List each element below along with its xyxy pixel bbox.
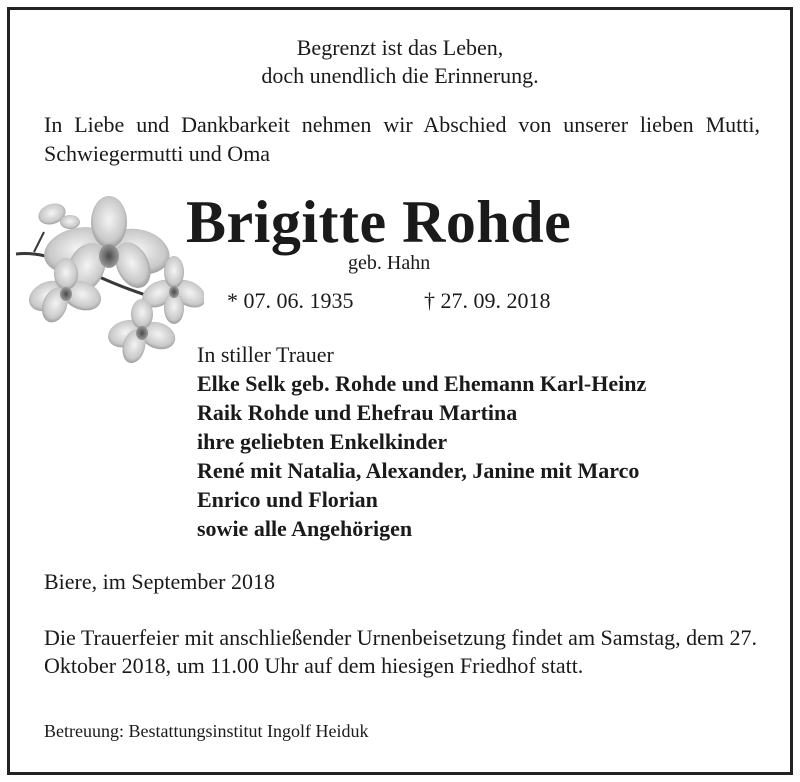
place-date: Biere, im September 2018 [44, 569, 275, 594]
death-date: † 27. 09. 2018 [424, 288, 551, 313]
mourner-line: ihre geliebten Enkelkinder [197, 429, 448, 454]
mourner-line: Enrico und Florian [197, 487, 378, 512]
maiden-name: geb. Hahn [348, 252, 431, 274]
mourners-heading: In stiller Trauer [197, 342, 334, 367]
poem-line-2: doch unendlich die Erinnerung. [261, 63, 539, 88]
deceased-name: Brigitte Rohde [186, 189, 572, 255]
poem-line-1: Begrenzt ist das Leben, [296, 35, 504, 60]
mourner-line: Raik Rohde und Ehefrau Martina [197, 400, 518, 425]
service-notice: Die Trauerfeier mit anschließender Urnenbeisetzung findet am Samstag, dem 27. Oktober 2018, um 11.00 Uhr auf dem hiesigen Friedhof statt. [44, 625, 757, 678]
birth-date: * 07. 06. 1935 [227, 288, 354, 313]
mourner-line: sowie alle Angehörigen [197, 516, 413, 541]
intro-text: In Liebe und Dankbarkeit nehmen wir Abschied von unserer lieben Mutti, Schwiegermutti und Oma [44, 112, 760, 166]
funeral-home-credit: Betreuung: Bestattungsinstitut Ingolf Heiduk [44, 721, 369, 741]
orchid-flower-icon [14, 192, 204, 372]
mourner-line: René mit Natalia, Alexander, Janine mit Marco [197, 458, 640, 483]
mourner-line: Elke Selk geb. Rohde und Ehemann Karl-Heinz [197, 371, 647, 396]
